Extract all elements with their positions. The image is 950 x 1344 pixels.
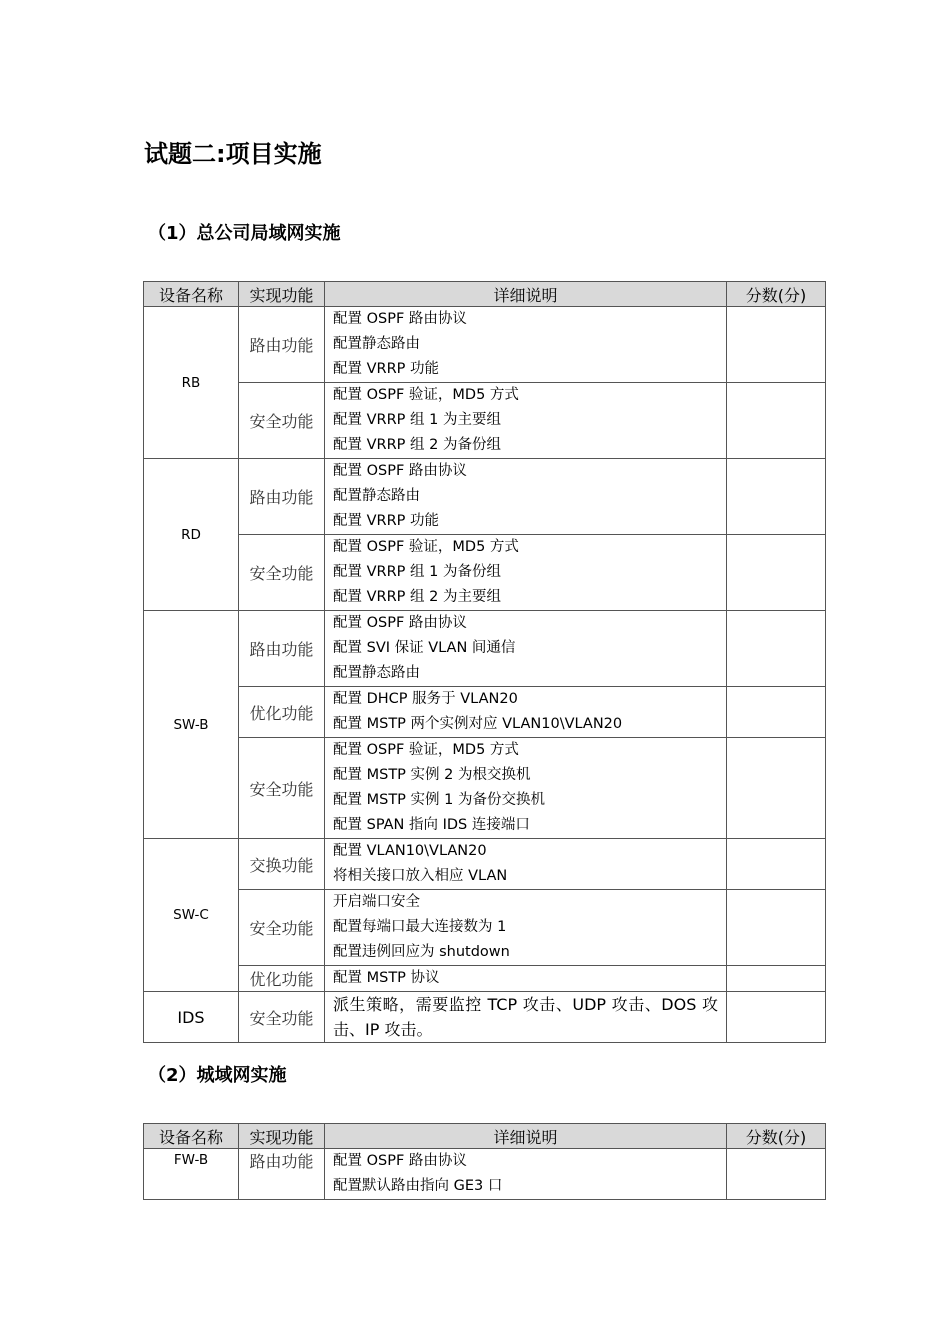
detail-line: 配置 VRRP 功能 <box>333 361 440 377</box>
device-cell-rd: RD <box>144 459 239 611</box>
table-header-row <box>144 1124 826 1149</box>
detail-line: 配置默认路由指向 GE3 口 <box>333 1178 503 1194</box>
function-cell: 安全功能 <box>239 738 325 839</box>
function-cell: 路由功能 <box>239 1149 325 1200</box>
function-cell: 安全功能 <box>239 535 325 611</box>
detail-line: 配置 MSTP 实例 2 为根交换机 <box>333 767 531 783</box>
function-cell: 安全功能 <box>239 383 325 459</box>
function-cell: 安全功能 <box>239 890 325 966</box>
header-detail: 详细说明 <box>325 282 727 307</box>
score-cell[interactable] <box>727 459 826 535</box>
device-cell-ids: IDS <box>144 992 239 1043</box>
detail-line: 配置静态路由 <box>333 336 420 352</box>
detail-line: 配置 SVI 保证 VLAN 间通信 <box>333 640 516 656</box>
table-row <box>144 535 826 611</box>
function-cell: 路由功能 <box>239 307 325 383</box>
header-score: 分数(分) <box>727 282 826 307</box>
table-row <box>144 966 826 992</box>
function-cell: 路由功能 <box>239 459 325 535</box>
detail-line: 配置 OSPF 验证，MD5 方式 <box>333 539 519 555</box>
device-cell-sw-b: SW-B <box>144 611 239 839</box>
detail-line: 配置每端口最大连接数为 1 <box>333 919 507 935</box>
page-title: 试题二:项目实施 <box>144 140 322 168</box>
table-row <box>144 687 826 738</box>
function-cell: 优化功能 <box>239 966 325 992</box>
table-row <box>144 611 826 687</box>
detail-line: 配置 VRRP 组 2 为备份组 <box>333 437 501 453</box>
detail-cell <box>325 687 727 738</box>
detail-line: 配置 DHCP 服务于 VLAN20 <box>333 691 518 707</box>
function-cell: 安全功能 <box>239 992 325 1043</box>
score-cell[interactable] <box>727 1149 826 1200</box>
table-row <box>144 738 826 839</box>
detail-cell <box>325 1149 727 1200</box>
table-row <box>144 383 826 459</box>
table-row <box>144 307 826 383</box>
header-score: 分数(分) <box>727 1124 826 1149</box>
detail-line: 配置 OSPF 验证，MD5 方式 <box>333 742 519 758</box>
score-cell[interactable] <box>727 738 826 839</box>
function-cell: 交换功能 <box>239 839 325 890</box>
detail-line: 配置 OSPF 路由协议 <box>333 615 467 631</box>
header-function: 实现功能 <box>239 282 325 307</box>
table-row <box>144 992 826 1043</box>
detail-cell <box>325 839 727 890</box>
score-cell[interactable] <box>727 687 826 738</box>
device-cell-sw-c: SW-C <box>144 839 239 992</box>
detail-line: 配置 VRRP 组 1 为主要组 <box>333 412 501 428</box>
detail-line: 配置静态路由 <box>333 488 420 504</box>
detail-cell <box>325 738 727 839</box>
header-device: 设备名称 <box>144 1124 239 1149</box>
detail-line: 配置 OSPF 路由协议 <box>333 311 467 327</box>
detail-cell <box>325 535 727 611</box>
section-heading-man: （2）城域网实施 <box>148 1065 287 1086</box>
detail-cell <box>325 307 727 383</box>
detail-line: 配置 MSTP 实例 1 为备份交换机 <box>333 792 545 808</box>
table-row <box>144 459 826 535</box>
score-cell[interactable] <box>727 611 826 687</box>
device-cell-rb: RB <box>144 307 239 459</box>
detail-line: 配置 OSPF 验证，MD5 方式 <box>333 387 519 403</box>
detail-line: 配置 VRRP 组 2 为主要组 <box>333 589 501 605</box>
detail-line: 配置 VLAN10\VLAN20 <box>333 843 487 859</box>
score-cell[interactable] <box>727 966 826 992</box>
detail-line: 配置静态路由 <box>333 665 420 681</box>
detail-line: 开启端口安全 <box>333 894 420 910</box>
function-cell: 路由功能 <box>239 611 325 687</box>
header-device: 设备名称 <box>144 282 239 307</box>
detail-line: 配置 SPAN 指向 IDS 连接端口 <box>333 817 530 833</box>
detail-line: 配置 MSTP 协议 <box>333 970 440 986</box>
detail-line: 配置 OSPF 路由协议 <box>333 463 467 479</box>
score-cell[interactable] <box>727 992 826 1043</box>
detail-line: 配置 VRRP 组 1 为备份组 <box>333 564 501 580</box>
score-cell[interactable] <box>727 839 826 890</box>
function-cell: 优化功能 <box>239 687 325 738</box>
section-heading-lan: （1）总公司局域网实施 <box>148 223 341 244</box>
detail-line: 配置 VRRP 功能 <box>333 513 440 529</box>
detail-cell <box>325 611 727 687</box>
score-cell[interactable] <box>727 535 826 611</box>
detail-cell <box>325 459 727 535</box>
detail-line: 将相关接口放入相应 VLAN <box>333 868 508 884</box>
lan-table <box>143 281 826 1043</box>
header-detail: 详细说明 <box>325 1124 727 1149</box>
man-table <box>143 1123 826 1200</box>
score-cell[interactable] <box>727 307 826 383</box>
table-row <box>144 890 826 966</box>
detail-cell: 派生策略，需要监控 TCP 攻击、UDP 攻击、DOS 攻击、IP 攻击。 <box>325 992 727 1043</box>
header-function: 实现功能 <box>239 1124 325 1149</box>
score-cell[interactable] <box>727 383 826 459</box>
detail-line: 配置违例回应为 shutdown <box>333 944 510 960</box>
detail-cell <box>325 383 727 459</box>
detail-line: 配置 OSPF 路由协议 <box>333 1153 467 1169</box>
table-header-row <box>144 282 826 307</box>
detail-cell <box>325 966 727 992</box>
table-row <box>144 1149 826 1200</box>
table-row <box>144 839 826 890</box>
score-cell[interactable] <box>727 890 826 966</box>
detail-line: 配置 MSTP 两个实例对应 VLAN10\VLAN20 <box>333 716 623 732</box>
device-cell-fw-b: FW-B <box>144 1149 239 1200</box>
detail-cell <box>325 890 727 966</box>
